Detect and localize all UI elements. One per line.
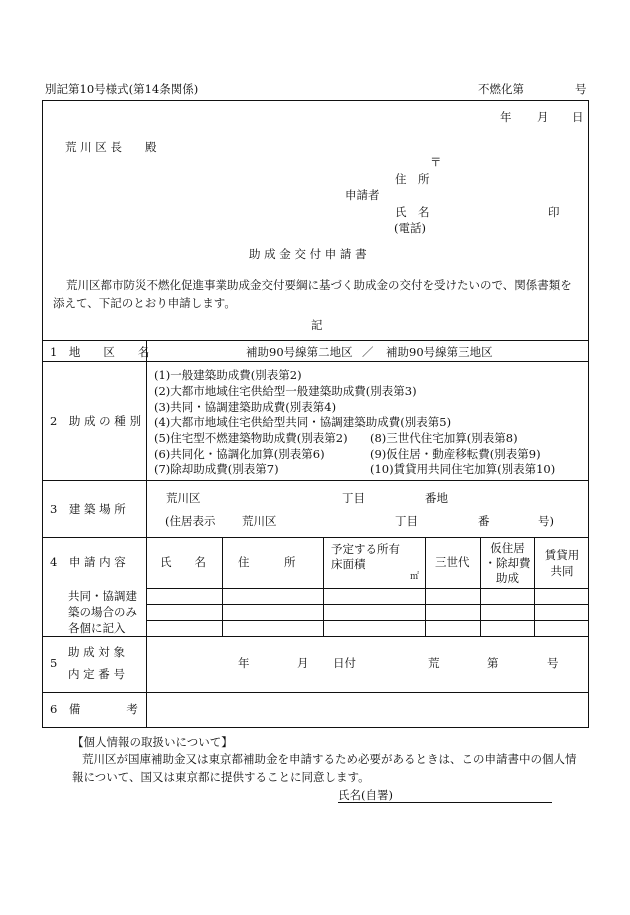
phone-label: (電話) [394, 221, 426, 235]
designation-dai: 第 [487, 656, 499, 670]
designation-date-suffix: 日付 [333, 656, 356, 670]
application-label: 4 申 請 内 容 [50, 555, 126, 569]
name-label: 氏 名 [395, 205, 430, 219]
col-floor-header-2: 床面積 [331, 557, 366, 571]
subsidy-item-3: (3)共同・協調建築助成費(別表第4) [154, 400, 337, 414]
subsidy-item-9: (9)仮住居・動産移転費(別表第9) [370, 447, 541, 461]
district-label: 1 地 区 名 [50, 345, 150, 359]
col-rental-header-2: 共同 [550, 564, 574, 578]
application-note-1: 共同・協調建 [68, 589, 137, 603]
designation-month: 月 [297, 656, 309, 670]
subsidy-item-5: (5)住宅型不燃建築物助成費(別表第2) [154, 431, 348, 445]
col-address-header: 住 所 [238, 555, 296, 569]
designation-label-1: 助 成 対 象 [68, 645, 125, 659]
privacy-heading: 【個人情報の取扱いについて】 [72, 735, 233, 749]
col-rental-header-1: 賃貸用 [544, 548, 580, 562]
site-chome-2: 丁目 [395, 514, 418, 528]
addressee: 荒 川 区 長 殿 [65, 140, 157, 154]
address-label: 住 所 [395, 172, 430, 186]
document-title: 助 成 金 交 付 申 請 書 [249, 247, 367, 261]
subsidy-item-6: (6)共同化・協調化加算(別表第6) [154, 447, 325, 461]
site-chome: 丁目 [342, 491, 365, 505]
form-number-suffix: 号 [575, 82, 587, 96]
col-temp-header-2: ・除却費 [484, 556, 531, 570]
application-note-3: 各個に記入 [68, 621, 126, 635]
site-label: 3 建 築 場 所 [50, 502, 126, 516]
site-residence-prefix: (住居表示 [165, 514, 216, 528]
designation-num: 5 [50, 656, 58, 670]
site-ban: 番 [478, 514, 490, 528]
intro-line-1: 荒川区都市防災不燃化促進事業助成金交付要綱に基づく助成金の交付を受けたいので、関係書類を [66, 278, 572, 292]
form-code: 別記第10号様式(第14条関係) [45, 82, 199, 96]
subsidy-item-7: (7)除却助成費(別表第7) [154, 462, 279, 476]
site-ward-2: 荒川区 [242, 514, 277, 528]
col-floor-header-1: 予定する所有 [331, 542, 400, 556]
intro-line-2: 添えて、下記のとおり申請します。 [53, 296, 236, 310]
seal-mark: 印 [548, 205, 560, 219]
designation-go: 号 [547, 656, 559, 670]
application-note-2: 築の場合のみ [68, 605, 137, 619]
designation-label-2: 内 定 番 号 [68, 667, 125, 681]
applicant-label: 申請者 [345, 188, 380, 202]
date-year: 年 [500, 110, 512, 124]
subsidy-item-8: (8)三世代住宅加算(別表第8) [370, 431, 518, 445]
site-banchi: 番地 [425, 491, 448, 505]
signature-line [338, 802, 552, 803]
col-name-header: 氏 名 [160, 555, 206, 569]
postal-mark: 〒 [430, 155, 442, 169]
designation-year: 年 [238, 656, 250, 670]
district-separator: ／ [362, 345, 374, 359]
date-day: 日 [572, 110, 584, 124]
site-go: 号) [538, 514, 554, 528]
district-value-1: 補助90号線第二地区 [246, 345, 353, 359]
col-temp-header-1: 仮住居 [490, 541, 525, 555]
date-month: 月 [537, 110, 549, 124]
subsidy-type-label: 2 助 成 の 種 別 [50, 414, 141, 428]
subsidy-item-10: (10)賃貸用共同住宅加算(別表第10) [370, 462, 556, 476]
form-number-prefix: 不燃化第 [478, 82, 524, 96]
designation-ara: 荒 [428, 656, 440, 670]
district-value-2: 補助90号線第三地区 [386, 345, 493, 359]
site-ward: 荒川区 [166, 491, 201, 505]
signature-label: 氏名(自署) [338, 788, 393, 802]
ki-mark: 記 [311, 318, 323, 332]
subsidy-item-1: (1)一般建築助成費(別表第2) [154, 368, 302, 382]
subsidy-item-2: (2)大都市地域住宅供給型一般建築助成費(別表第3) [154, 384, 417, 398]
col-three-gen-header: 三世代 [435, 555, 470, 569]
col-temp-header-3: 助成 [496, 571, 519, 585]
privacy-line-1: 荒川区が国庫補助金又は東京都補助金を申請するため必要があるときは、この申請書中の個人情 [82, 752, 577, 766]
subsidy-item-4: (4)大都市地域住宅供給型共同・協調建築助成費(別表第5) [154, 415, 452, 429]
remarks-label: 6 備 考 [50, 702, 138, 716]
col-floor-unit: ㎡ [410, 572, 420, 582]
privacy-line-2: 報について、国又は東京都に提供することに同意します。 [72, 770, 370, 784]
